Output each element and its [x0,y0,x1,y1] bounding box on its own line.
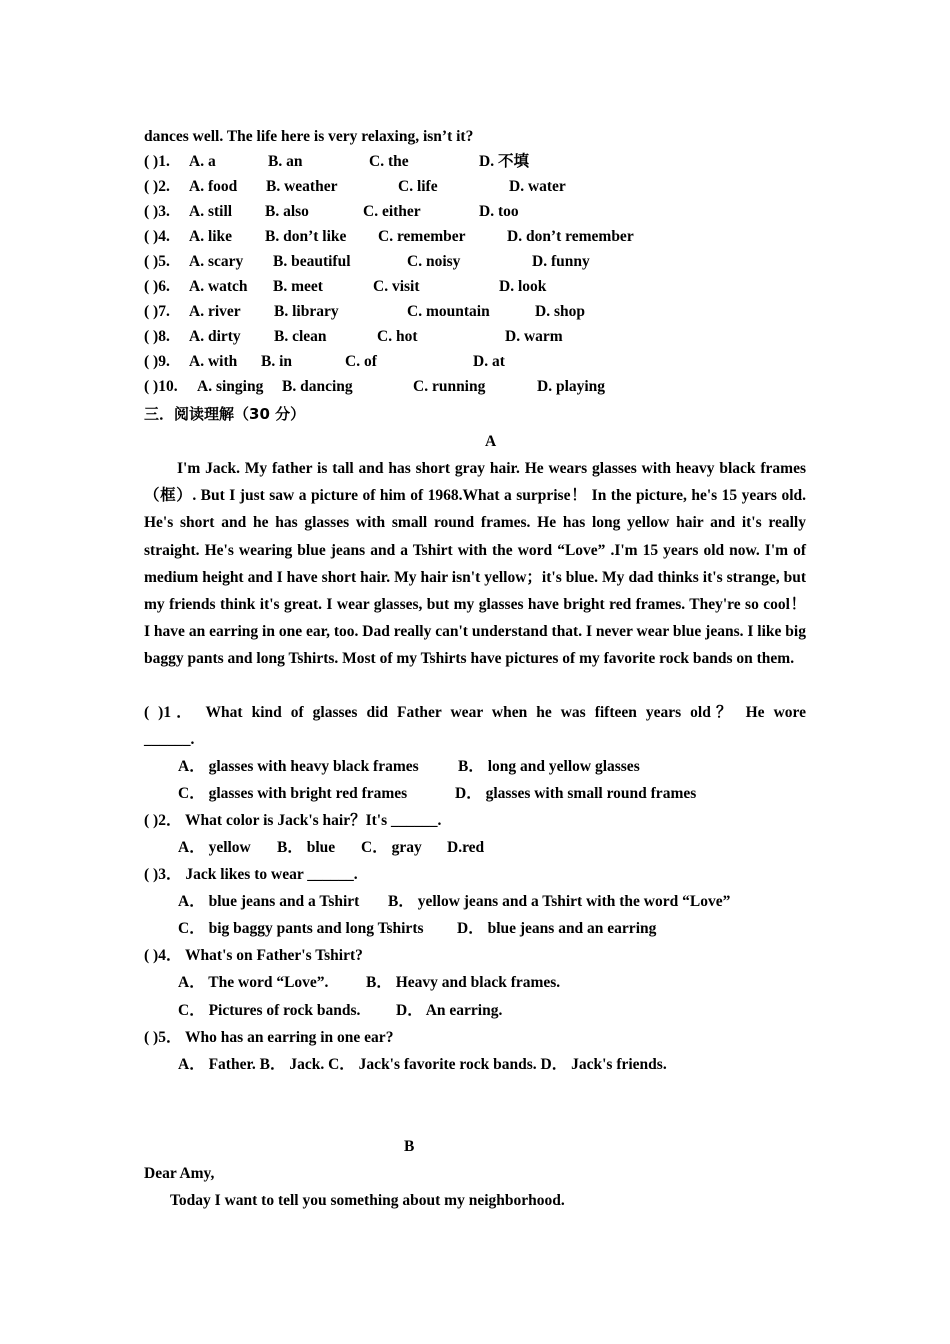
question-1-option-b: B． long and yellow glasses [458,758,640,775]
option-b: B. dancing [282,378,353,395]
option-c: C. mountain [407,303,490,320]
option-d: D. shop [535,303,585,320]
cloze-number: ( )9. [144,353,170,370]
cloze-number: ( )6. [144,278,170,295]
cloze-number: ( )10. [144,378,178,395]
option-b: B. clean [274,328,327,345]
section-title: 三．阅读理解（30 分） [144,405,306,423]
option-b: B. meet [273,278,323,295]
question-1-option-a: A． glasses with heavy black frames [178,758,419,775]
option-a: A. singing [197,378,264,395]
passage-b-label: B [404,1138,415,1155]
question-1-blank: ______. [144,731,195,748]
question-4-option-c: C． Pictures of rock bands. [178,1002,361,1019]
option-d: D. at [473,353,505,370]
question-3-stem: ( )3． Jack likes to wear ______. [144,866,358,883]
question-3-option-b: B． yellow jeans and a Tshirt with the word “Love” [388,893,731,910]
option-a: A. a [189,153,216,170]
letter-first-line: Today I want to tell you something about my neighborhood. [170,1192,565,1209]
option-d: D. don’t remember [507,228,634,245]
question-4-stem: ( )4． What's on Father's Tshirt? [144,947,363,964]
option-b: B. an [268,153,303,170]
question-4-option-a: A． The word “Love”. [178,974,329,991]
option-d: D. look [499,278,547,295]
passage-a-text [144,455,806,673]
question-3-option-d: D． blue jeans and an earring [457,920,657,937]
question-2-stem: ( )2． What color is Jack's hair？It's ______. [144,812,442,829]
option-a: A. like [189,228,233,245]
option-a: A. still [189,203,233,220]
cloze-number: ( )4. [144,228,170,245]
question-4-option-b: B． Heavy and black frames. [366,974,561,991]
question-5-options: A． Father. B． Jack. C． Jack's favorite rock bands. D． Jack's friends. [178,1056,667,1073]
option-a: A. with [189,353,238,370]
option-d: D. funny [532,253,590,270]
option-b: B. don’t like [265,228,347,245]
question-2-option-b: B． blue [277,839,336,856]
option-c: C. of [345,353,377,370]
option-b: B. also [265,203,309,220]
option-c: C. noisy [407,253,461,270]
letter-greeting: Dear Amy, [144,1165,215,1182]
question-4-option-d: D． An earring. [396,1002,503,1019]
cloze-number: ( )7. [144,303,170,320]
cloze-number: ( )5. [144,253,170,270]
option-a: A. watch [189,278,248,295]
question-3-option-a: A． blue jeans and a Tshirt [178,893,360,910]
option-c: C. either [363,203,421,220]
option-d: D. water [509,178,566,195]
option-c: C. hot [377,328,418,345]
question-2-option-d: D.red [447,839,485,856]
option-a: A. food [189,178,238,195]
question-1-option-d: D． glasses with small round frames [455,785,697,802]
question-2-option-c: C． gray [361,839,422,856]
cloze-number: ( )2. [144,178,170,195]
option-d: D. warm [505,328,563,345]
option-a: A. scary [189,253,244,270]
option-a: A. dirty [189,328,241,345]
question-1-stem: ( )1． What kind of glasses did Father wear when he was fifteen years old？ He wore [144,704,806,721]
cloze-passage-tail: dances well. The life here is very relaxing, isn’t it? [144,128,474,145]
option-c: C. remember [378,228,466,245]
question-2-option-a: A． yellow [178,839,251,856]
option-c: C. visit [373,278,420,295]
option-b: B. library [274,303,339,320]
option-b: B. beautiful [273,253,351,270]
option-c: C. the [369,153,409,170]
option-c: C. life [398,178,438,195]
option-a: A. river [189,303,241,320]
question-1-option-c: C． glasses with bright red frames [178,785,408,802]
option-c: C. running [413,378,486,395]
option-d: D. playing [537,378,606,395]
passage-a-paragraph: I'm Jack. My father is tall and has short gray hair. He wears glasses with heavy black frames（框）. But I just saw a picture of him of 1968.What a surprise！ In the picture, he's 15 years old. He's short and he has glasses with small round frames. He has long yellow hair and it's really straight. He's wearing blue jeans and a Tshirt with the word “Love” .I'm 15 years old now. I'm of medium height and I have short hair. My hair isn't yellow；it's blue. My dad thinks it's strange, but my friends think it's great. I wear glasses, but my glasses have bright red frames. They're so cool！ I have an earring in one ear, too. Dad really can't understand that. I never wear blue jeans. I like big baggy pants and long Tshirts. Most of my Tshirts have pictures of my favorite rock bands on them. [144,460,806,668]
option-d: D. too [479,203,519,220]
passage-a-label: A [485,433,497,450]
cloze-number: ( )3. [144,203,170,220]
option-b: B. in [261,353,293,370]
option-b: B. weather [266,178,338,195]
question-5-stem: ( )5． Who has an earring in one ear? [144,1029,394,1046]
cloze-number: ( )8. [144,328,170,345]
question-3-option-c: C． big baggy pants and long Tshirts [178,920,424,937]
option-d: D. 不填 [479,153,529,170]
cloze-number: ( )1. [144,153,170,170]
